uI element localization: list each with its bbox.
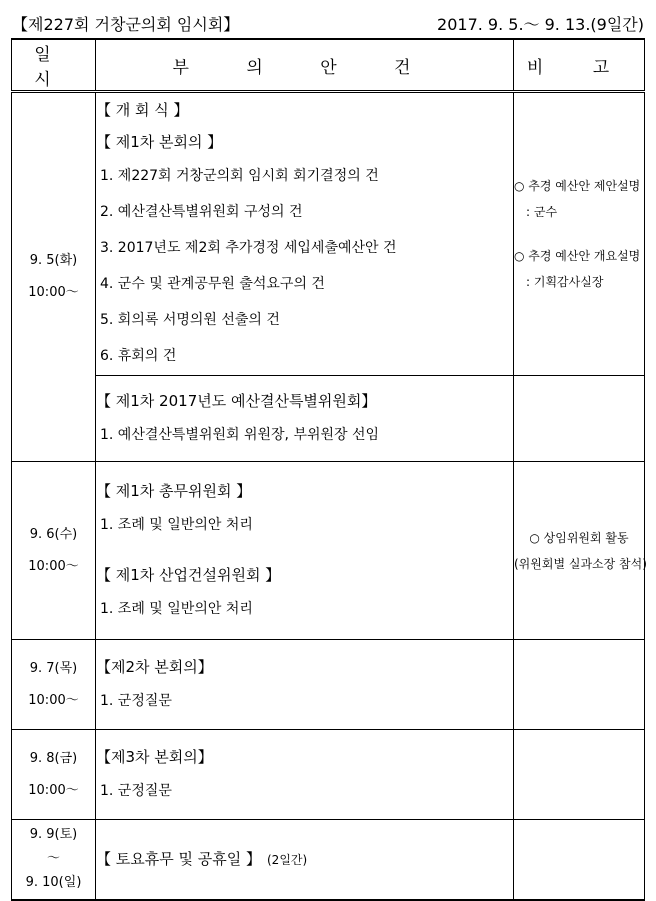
agenda-cell-day5 <box>96 820 514 900</box>
date-cell-day4 <box>12 730 96 820</box>
table-header-row <box>12 39 645 92</box>
date-day5-start: 9. 9(토) <box>29 827 78 843</box>
date-day4: 9. 8(금) <box>29 750 78 766</box>
date-day1: 9. 5(화) <box>29 253 78 268</box>
table-row-day3 <box>12 640 645 730</box>
time-day4: 10:00～ <box>28 782 79 798</box>
section-title: 【 제1차 2017년도 예산결산특별위원회】 <box>96 391 377 410</box>
schedule-table <box>11 38 645 901</box>
time-day2: 10:00～ <box>28 558 79 574</box>
date-day5-tilde: ～ <box>46 851 60 867</box>
section-title: 【 제1차 산업건설위원회 】 <box>96 565 281 584</box>
agenda-cell-day2 <box>96 462 514 640</box>
note-cell-day1 <box>514 92 645 376</box>
table-row-day1-budget <box>12 376 645 462</box>
section-title: 【제3차 본회의】 <box>96 747 213 766</box>
note-line: : 군수 <box>526 205 558 219</box>
table-row-day1 <box>12 92 645 376</box>
note-cell-day2 <box>514 462 645 640</box>
session-period: 2017. 9. 5.～ 9. 13.(9일간) <box>437 15 644 34</box>
table-row-day4 <box>12 730 645 820</box>
table-row-day5 <box>12 820 645 900</box>
date-day3: 9. 7(목) <box>29 660 78 676</box>
date-day5-end: 9. 10(일) <box>25 875 82 891</box>
note-line: : 기획감사실장 <box>526 275 604 289</box>
list-item: 3. 2017년도 제2회 추가경정 세입세출예산안 건 <box>100 240 397 256</box>
note-cell-day5 <box>514 820 645 900</box>
date-cell-day3 <box>12 640 96 730</box>
agenda-cell-day1-plenary <box>96 92 514 376</box>
column-header-note: 비 고 <box>514 39 645 92</box>
date-cell-day1 <box>12 92 96 462</box>
list-item: 1. 조례 및 일반의안 처리 <box>100 600 253 617</box>
date-day2: 9. 6(수) <box>29 526 78 542</box>
session-title: 【제227회 거창군의회 임시회】 <box>12 15 240 34</box>
note-cell-day3 <box>514 640 645 730</box>
time-day1: 10:00～ <box>28 285 79 300</box>
table-row-day2 <box>12 462 645 640</box>
section-title: 【제2차 본회의】 <box>96 657 213 676</box>
date-cell-day2 <box>12 462 96 640</box>
section-title <box>96 843 513 875</box>
agenda-cell-day3 <box>96 640 514 730</box>
holiday-title: 【 토요휴무 및 공휴일 】 <box>96 850 261 869</box>
list-item: 1. 제227회 거창군의회 임시회 회기결정의 건 <box>100 168 379 184</box>
list-item: 1. 예산결산특별위원회 위원장, 부위원장 선임 <box>100 426 380 443</box>
time-day3: 10:00～ <box>28 692 79 708</box>
agenda-cell-day1-budget <box>96 376 514 462</box>
section-title: 【 개 회 식 】 <box>96 101 189 119</box>
note-cell-day4 <box>514 730 645 820</box>
note-line: ○ 추경 예산안 개요설명 <box>514 249 641 263</box>
note-line: ○ 추경 예산안 제안설명 <box>514 179 641 193</box>
date-cell-day5 <box>12 820 96 900</box>
agenda-cell-day4 <box>96 730 514 820</box>
list-item: 4. 군수 및 관계공무원 출석요구의 건 <box>100 276 325 292</box>
document-header <box>12 8 644 36</box>
list-item: 1. 군정질문 <box>100 782 172 799</box>
section-title: 【 제1차 본회의 】 <box>96 133 223 151</box>
note-cell-day1-budget <box>514 376 645 462</box>
note-line: (위원회별 실과소장 참석) <box>514 556 647 571</box>
holiday-duration: (2일간) <box>267 853 308 868</box>
list-item: 5. 회의록 서명의원 선출의 건 <box>100 312 280 328</box>
list-item: 1. 군정질문 <box>100 692 172 709</box>
column-header-date: 일 시 <box>12 39 96 92</box>
section-title: 【 제1차 총무위원회 】 <box>96 481 252 500</box>
list-item: 2. 예산결산특별위원회 구성의 건 <box>100 204 303 220</box>
list-item: 6. 휴회의 건 <box>100 348 177 364</box>
note-line: ○ 상임위원회 활동 <box>529 530 629 545</box>
list-item: 1. 조례 및 일반의안 처리 <box>100 516 253 533</box>
column-header-agenda: 부 의 안 건 <box>96 39 514 92</box>
